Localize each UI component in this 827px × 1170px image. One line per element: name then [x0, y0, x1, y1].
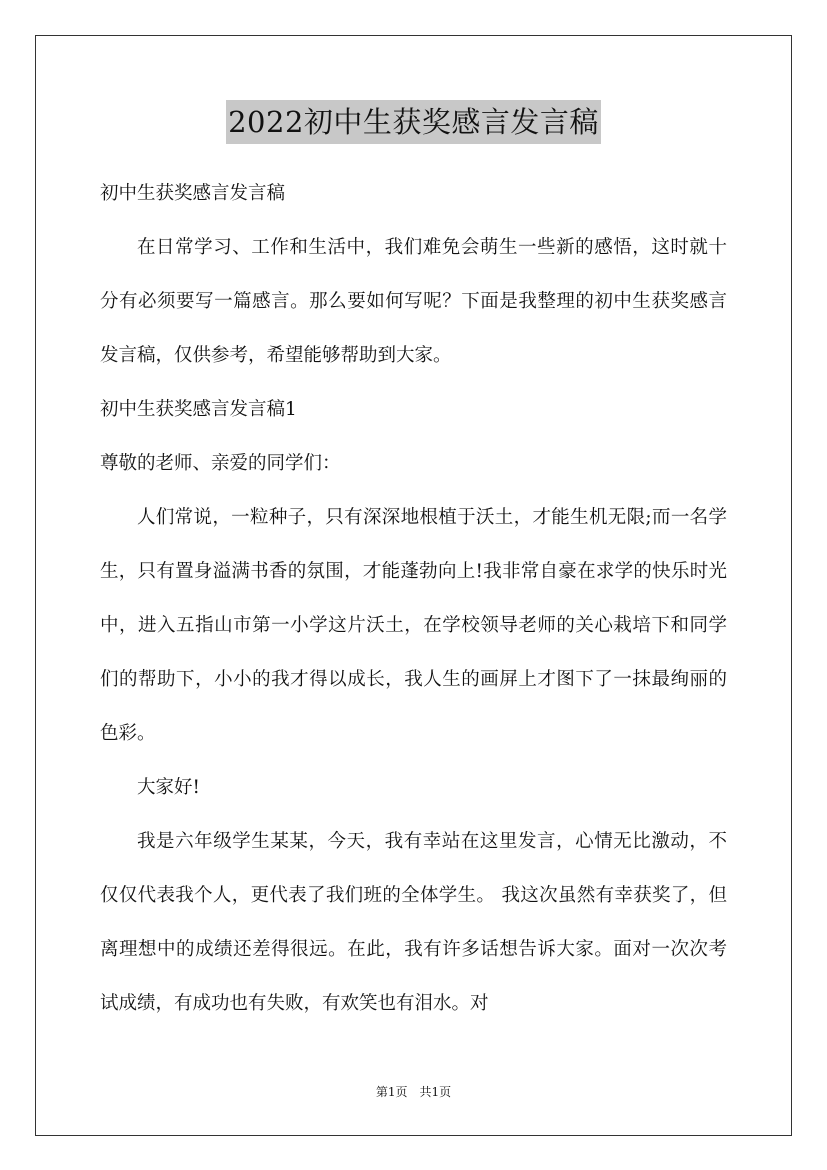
- page-footer: [0, 1083, 827, 1101]
- page-number-label: 第1页 共1页: [375, 1085, 452, 1099]
- paragraph: 人们常说，一粒种子，只有深深地根植于沃土，才能生机无限;而一名学生，只有置身溢满书香的氛围，才能蓬勃向上!我非常自豪在求学的快乐时光中，进入五指山市第一小学这片沃土，在学校领导老师的关心栽培下和同学们的帮助下，小小的我才得以成长，我人生的画屏上才图下了一抹最绚丽的色彩。: [100, 507, 727, 744]
- paragraph: 初中生获奖感言发言稿1: [100, 399, 297, 420]
- document-title: 2022初中生获奖感言发言稿: [226, 100, 601, 144]
- paragraph: 在日常学习、工作和生活中，我们难免会萌生一些新的感悟，这时就十分有必须要写一篇感言。那么要如何写呢？下面是我整理的初中生获奖感言发言稿，仅供参考，希望能够帮助到大家。: [100, 237, 727, 366]
- paragraph: 大家好!: [137, 777, 200, 798]
- title-container: [0, 100, 827, 144]
- paragraph: 尊敬的老师、亲爱的同学们：: [100, 453, 341, 474]
- document-body: [100, 167, 727, 1031]
- paragraph: 初中生获奖感言发言稿: [100, 183, 286, 204]
- paragraph: 我是六年级学生某某，今天，我有幸站在这里发言，心情无比激动，不仅仅代表我个人，更代表了我们班的全体学生。 我这次虽然有幸获奖了，但离理想中的成绩还差得很远。在此，我有许多话想告诉大家。面对一次次考试成绩，有成功也有失败，有欢笑也有泪水。对: [100, 831, 727, 1014]
